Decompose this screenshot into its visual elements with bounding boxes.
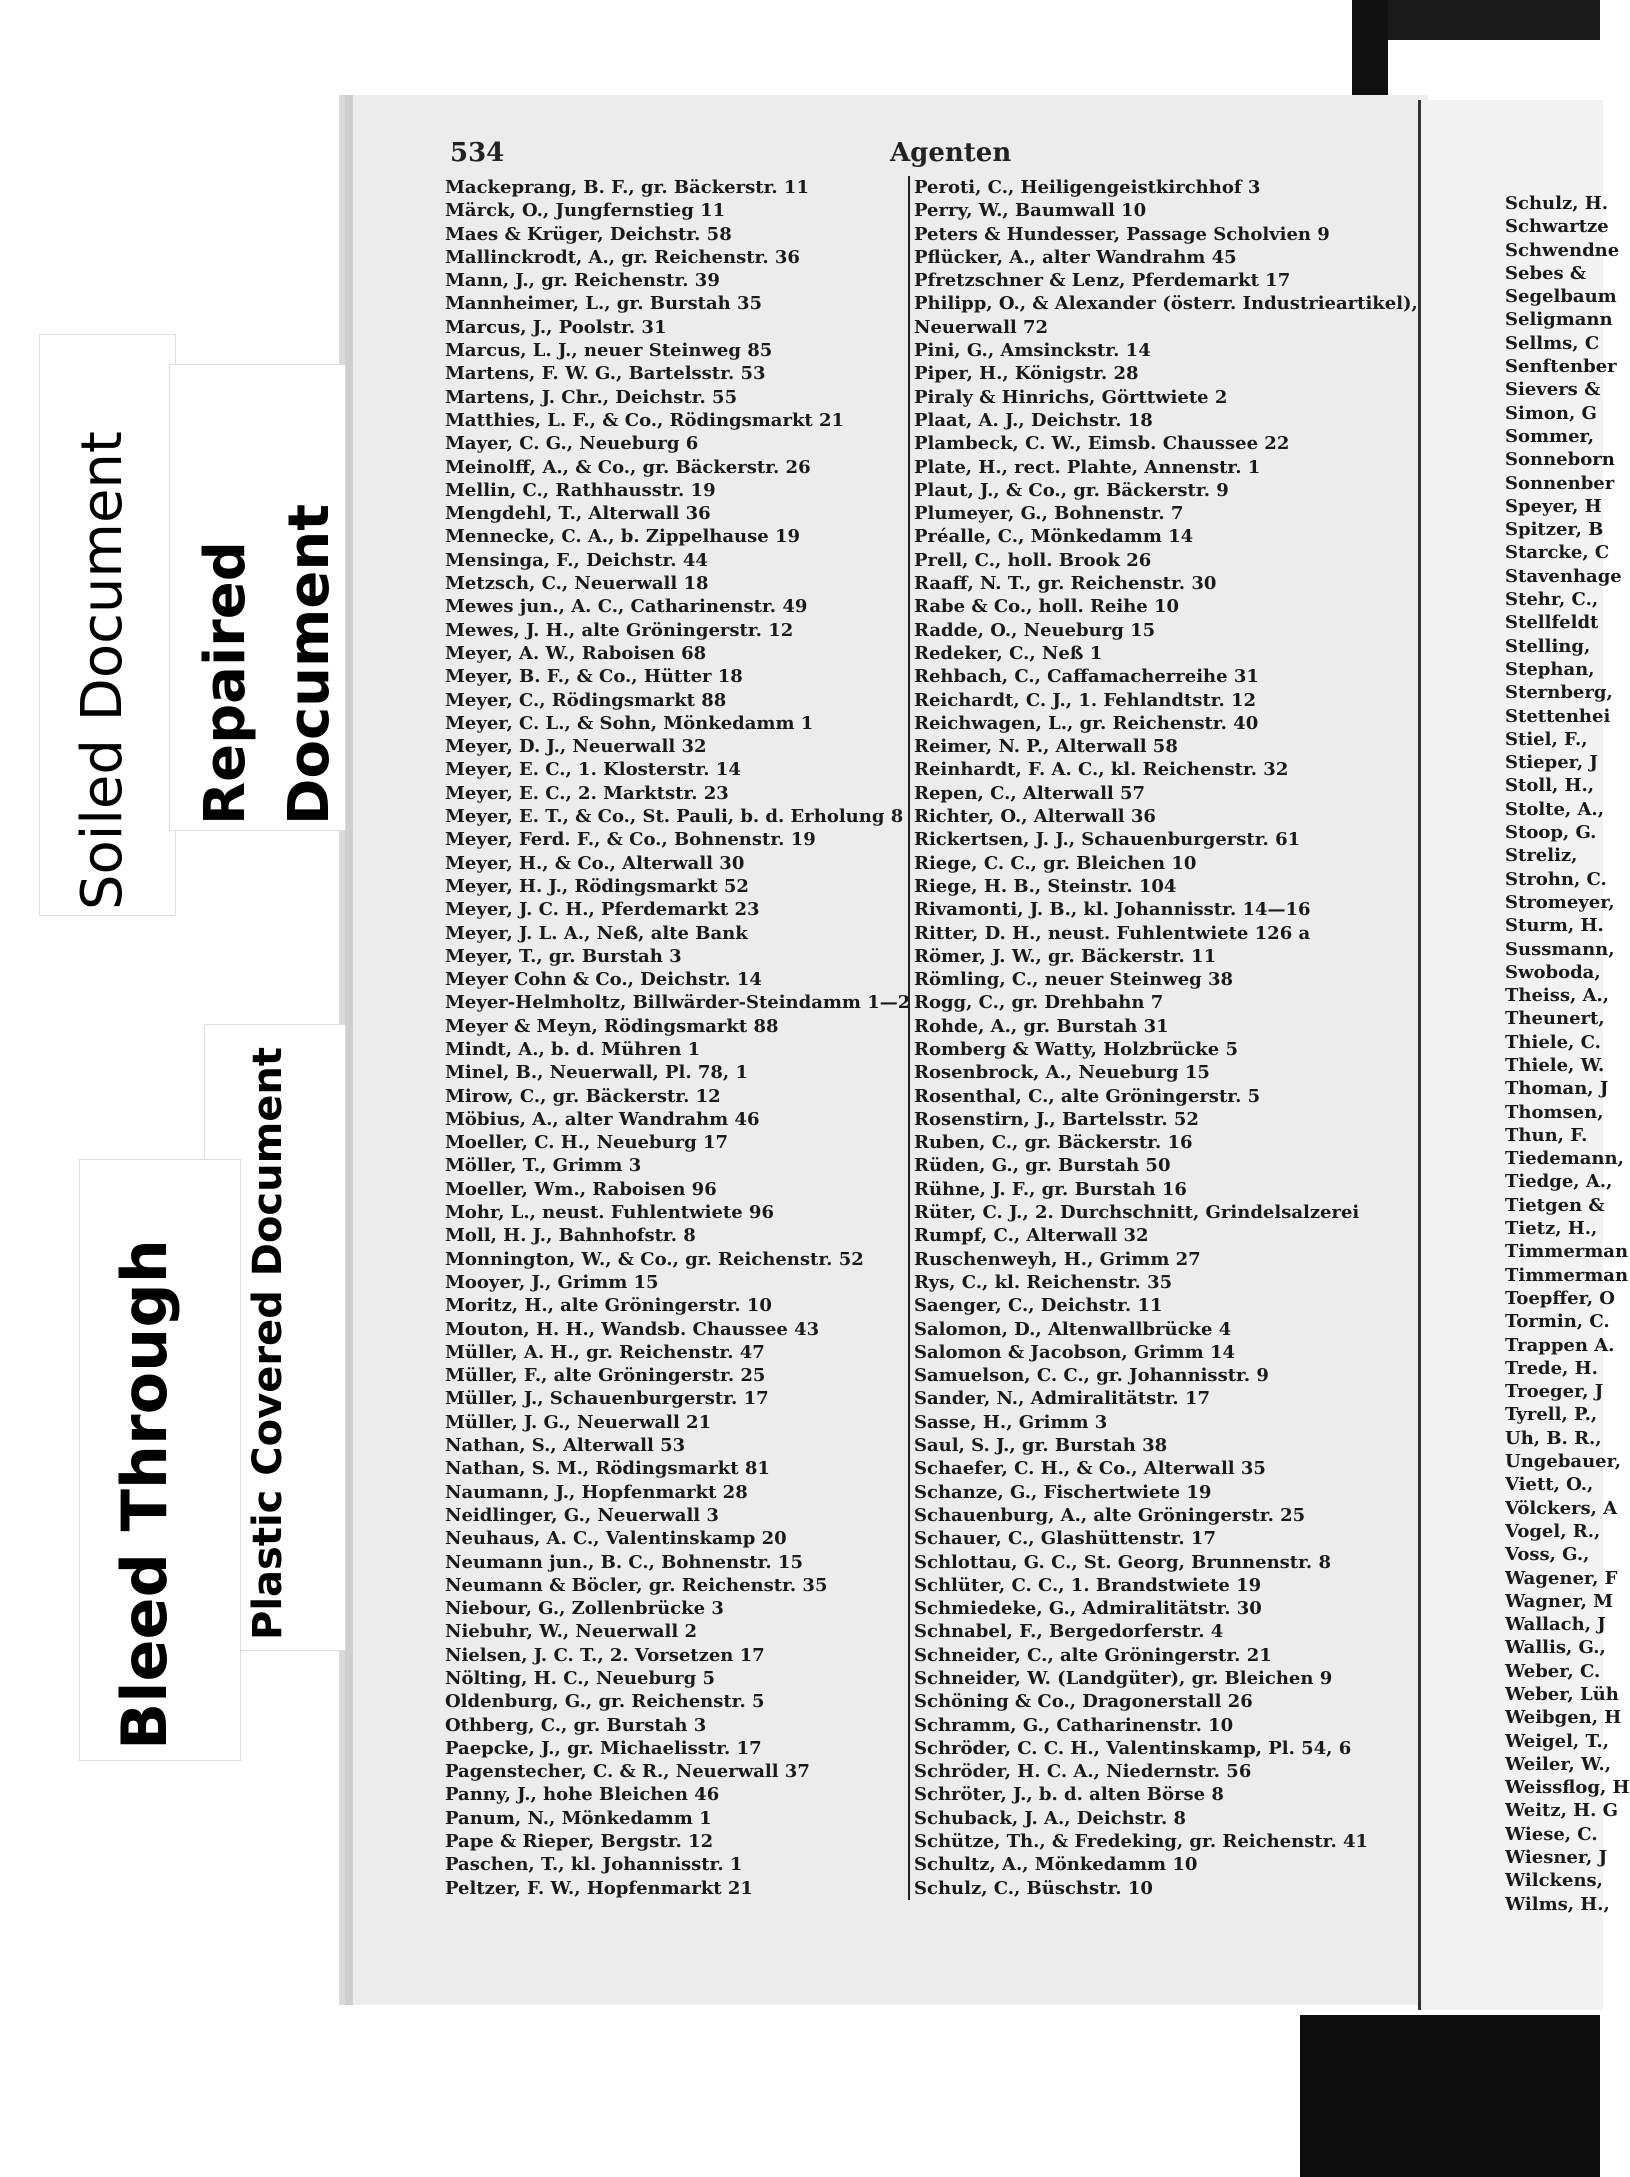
directory-entry: Neuhaus, A. C., Valentinskamp 20 [445, 1528, 787, 1550]
directory-entry: Wiesner, J [1505, 1847, 1608, 1869]
directory-entry: Spitzer, B [1505, 519, 1604, 541]
directory-entry: Pflücker, A., alter Wandrahm 45 [914, 246, 1237, 268]
bleed-through-text: Bleed Through [108, 1239, 181, 1750]
directory-entry: Rivamonti, J. B., kl. Johannisstr. 14—16 [914, 899, 1311, 921]
directory-entry: Speyer, H [1505, 495, 1602, 517]
directory-entry: Römer, J. W., gr. Bäckerstr. 11 [914, 945, 1217, 967]
directory-entry: Rühne, J. F., gr. Burstah 16 [914, 1178, 1187, 1200]
directory-entry: Mooyer, J., Grimm 15 [445, 1271, 659, 1293]
directory-entry: Matthies, L. F., & Co., Rödingsmarkt 21 [445, 409, 845, 431]
directory-entry: Tiedemann, [1505, 1148, 1624, 1170]
directory-entry: Plambeck, C. W., Eimsb. Chaussee 22 [914, 433, 1290, 455]
directory-entry: Mellin, C., Rathhausstr. 19 [445, 479, 716, 501]
directory-entry: Stellfeldt [1505, 612, 1599, 634]
directory-entry: Reimer, N. P., Alterwall 58 [914, 736, 1178, 758]
directory-entry: Mewes jun., A. C., Catharinenstr. 49 [445, 596, 808, 618]
directory-entry: Rüter, C. J., 2. Durchschnitt, Grindelsalzerei [914, 1202, 1360, 1224]
directory-entry: Neumann jun., B. C., Bohnenstr. 15 [445, 1551, 803, 1573]
directory-entry: Rosenstirn, J., Bartelsstr. 52 [914, 1108, 1199, 1130]
directory-entry: Schramm, G., Catharinenstr. 10 [914, 1714, 1234, 1736]
directory-entry: Mackeprang, B. F., gr. Bäckerstr. 11 [445, 177, 809, 198]
directory-entry: Timmerman [1505, 1264, 1629, 1286]
directory-entry: Niebuhr, W., Neuerwall 2 [445, 1621, 697, 1643]
repaired-document-text: Repaired Document [193, 504, 342, 825]
directory-entry: Simon, G [1505, 402, 1597, 424]
directory-entry: Theunert, [1505, 1008, 1605, 1030]
directory-entry: Meyer, Ferd. F., & Co., Bohnenstr. 19 [445, 829, 816, 851]
directory-entry: Meyer Cohn & Co., Deichstr. 14 [445, 969, 762, 991]
directory-entry: Rosenthal, C., alte Gröningerstr. 5 [914, 1085, 1261, 1107]
directory-entry: Oldenburg, G., gr. Reichenstr. 5 [445, 1691, 765, 1713]
directory-entry: Meyer, B. F., & Co., Hütter 18 [445, 666, 743, 688]
directory-entry: Schwartze [1505, 216, 1609, 238]
directory-entry: Mengdehl, T., Alterwall 36 [445, 503, 711, 525]
directory-entry: Samuelson, C. C., gr. Johannisstr. 9 [914, 1365, 1269, 1387]
directory-entry: Meyer, C. L., & Sohn, Mönkedamm 1 [445, 712, 814, 734]
directory-entry: Weitz, H. G [1505, 1800, 1619, 1822]
directory-entry: Mann, J., gr. Reichenstr. 39 [445, 270, 720, 292]
directory-entry: Mennecke, C. A., b. Zippelhause 19 [445, 526, 801, 548]
directory-entry: Schwendne [1505, 239, 1620, 261]
directory-entry: Ruben, C., gr. Bäckerstr. 16 [914, 1132, 1193, 1154]
directory-entry: Meyer, E. C., 1. Klosterstr. 14 [445, 759, 741, 781]
directory-entry: Stelling, [1505, 635, 1591, 657]
directory-entry: Sturm, H. [1505, 915, 1604, 937]
directory-entry: Riege, H. B., Steinstr. 104 [914, 875, 1177, 897]
directory-entry: Völckers, A [1505, 1497, 1618, 1519]
directory-entry: Viett, O., [1505, 1474, 1594, 1496]
directory-entry: Mewes, J. H., alte Gröningerstr. 12 [445, 619, 794, 641]
directory-entry: Schröter, J., b. d. alten Börse 8 [914, 1784, 1224, 1806]
soiled-document-label [40, 335, 175, 915]
directory-entry: Reinhardt, F. A. C., kl. Reichenstr. 32 [914, 759, 1289, 781]
directory-entry: Moritz, H., alte Gröningerstr. 10 [445, 1295, 772, 1317]
directory-entry: Schulz, C., Büschstr. 10 [914, 1877, 1153, 1899]
directory-entry: Weber, Lüh [1505, 1684, 1619, 1705]
directory-entry: Prell, C., holl. Brook 26 [914, 549, 1152, 571]
directory-entry: Streliz, [1505, 845, 1578, 867]
directory-entry: Schneider, W. (Landgüter), gr. Bleichen 9 [914, 1668, 1333, 1689]
directory-entry: Mouton, H. H., Wandsb. Chaussee 43 [445, 1318, 820, 1340]
directory-entry: Stephan, [1505, 658, 1595, 680]
directory-entry: Pfretzschner & Lenz, Pferdemarkt 17 [914, 270, 1291, 292]
directory-entry: Troeger, J [1505, 1381, 1604, 1403]
directory-entry: Rabe & Co., holl. Reihe 10 [914, 596, 1180, 618]
directory-entry: Stettenhei [1505, 705, 1611, 727]
directory-entry: Nielsen, J. C. T., 2. Vorsetzen 17 [445, 1644, 765, 1666]
directory-entry: Sievers & [1505, 379, 1601, 401]
directory-entry: Moll, H. J., Bahnhofstr. 8 [445, 1225, 696, 1247]
directory-entry: Sommer, [1505, 425, 1594, 447]
directory-entry: Maes & Krüger, Deichstr. 58 [445, 223, 732, 245]
directory-entry: Schütze, Th., & Fredeking, gr. Reichenstr. 41 [914, 1831, 1369, 1853]
directory-entry: Rehbach, C., Caffamacherreihe 31 [914, 666, 1259, 688]
directory-entry: Meyer, J. L. A., Neß, alte Bank [445, 922, 748, 944]
directory-entry: Rumpf, C., Alterwall 32 [914, 1225, 1149, 1247]
top-shadow [1388, 0, 1600, 40]
binding-shadow [1352, 0, 1388, 95]
directory-entry: Meyer-Helmholtz, Billwärder-Steindamm 1—2 [445, 992, 911, 1014]
directory-entry: Toepffer, O [1505, 1287, 1615, 1309]
directory-entry: Sternberg, [1505, 682, 1613, 704]
directory-entry: Romberg & Watty, Holzbrücke 5 [914, 1038, 1239, 1060]
directory-entry: Piper, H., Königstr. 28 [914, 363, 1139, 385]
directory-entry: Meyer, T., gr. Burstah 3 [445, 945, 682, 967]
directory-entry: Rogg, C., gr. Drehbahn 7 [914, 992, 1164, 1014]
directory-entry: Meyer, D. J., Neuerwall 32 [445, 736, 707, 758]
directory-entry: Uh, B. R., [1505, 1427, 1602, 1449]
directory-entry: Mannheimer, L., gr. Burstah 35 [445, 293, 763, 315]
directory-entry: Salomon, D., Altenwallbrücke 4 [914, 1318, 1232, 1340]
directory-entry: Mohr, L., neust. Fuhlentwiete 96 [445, 1202, 774, 1224]
directory-entry: Mallinckrodt, A., gr. Reichenstr. 36 [445, 246, 800, 268]
directory-entry: Wallach, J [1505, 1614, 1606, 1636]
directory-entry: Meyer, H. J., Rödingsmarkt 52 [445, 875, 749, 897]
directory-entry: Marcus, L. J., neuer Steinweg 85 [445, 340, 773, 362]
directory-entry: Sebes & [1505, 262, 1587, 284]
directory-entry: Redeker, C., Neß 1 [914, 642, 1103, 664]
directory-entry: Paschen, T., kl. Johannisstr. 1 [445, 1854, 743, 1876]
directory-entry: Märck, O., Jungfernstieg 11 [445, 200, 726, 222]
directory-entry: Strohn, C. [1505, 868, 1607, 890]
directory-entry: Panny, J., hohe Bleichen 46 [445, 1784, 720, 1806]
directory-entry: Moeller, Wm., Raboisen 96 [445, 1178, 717, 1200]
bottom-shadow [1300, 2015, 1600, 2177]
directory-entry: Timmerman [1505, 1241, 1629, 1263]
directory-entry: Neumann & Böcler, gr. Reichenstr. 35 [445, 1574, 828, 1596]
directory-entry: Paepcke, J., gr. Michaelisstr. 17 [445, 1737, 762, 1759]
directory-entry: Schnabel, F., Bergedorferstr. 4 [914, 1621, 1224, 1643]
directory-entry: Seligmann [1505, 309, 1613, 331]
directory-entry: Trappen A. [1505, 1334, 1615, 1356]
directory-entry: Naumann, J., Hopfenmarkt 28 [445, 1481, 748, 1503]
directory-entry: Tyrell, P., [1505, 1404, 1598, 1426]
directory-entry: Müller, F., alte Gröningerstr. 25 [445, 1365, 766, 1387]
directory-entry: Müller, J., Schauenburgerstr. 17 [445, 1388, 769, 1410]
directory-entry: Schlottau, G. C., St. Georg, Brunnenstr. 8 [914, 1551, 1331, 1573]
directory-entry: Peroti, C., Heiligengeistkirchhof 3 [914, 177, 1261, 198]
directory-entry: Rüden, G., gr. Burstah 50 [914, 1155, 1171, 1177]
directory-entry: Meyer, A. W., Raboisen 68 [445, 642, 707, 664]
directory-entry: Meyer, H., & Co., Alterwall 30 [445, 852, 745, 874]
directory-entry: Metzsch, C., Neuerwall 18 [445, 573, 709, 595]
directory-entry: Sonnenber [1505, 472, 1615, 494]
directory-entry: Schauenburg, A., alte Gröningerstr. 25 [914, 1504, 1306, 1526]
directory-entry: Tietgen & [1505, 1194, 1605, 1216]
repaired-document-label [170, 365, 345, 830]
directory-entry: Sonneborn [1505, 449, 1615, 471]
directory-entry: Rohde, A., gr. Burstah 31 [914, 1015, 1169, 1037]
directory-entry: Piraly & Hinrichs, Görttwiete 2 [914, 386, 1228, 408]
directory-entry: Wilms, H., [1505, 1893, 1610, 1915]
directory-entry: Niebour, G., Zollenbrücke 3 [445, 1598, 724, 1620]
directory-entry: Mensinga, F., Deichstr. 44 [445, 549, 708, 571]
directory-entry: Pagenstecher, C. & R., Neuerwall 37 [445, 1761, 810, 1783]
directory-entry: Nölting, H. C., Neueburg 5 [445, 1668, 715, 1689]
directory-entry: Radde, O., Neueburg 15 [914, 619, 1156, 641]
directory-entry: Mirow, C., gr. Bäckerstr. 12 [445, 1085, 721, 1107]
directory-entry: Mayer, C. G., Neueburg 6 [445, 433, 699, 455]
directory-entry: Voss, G., [1505, 1544, 1590, 1566]
directory-entry: Moeller, C. H., Neueburg 17 [445, 1132, 729, 1154]
plastic-covered-text: Plastic Covered Document [245, 1046, 291, 1640]
directory-entry: Sussmann, [1505, 938, 1615, 960]
directory-entry: Nathan, S., Alterwall 53 [445, 1435, 686, 1457]
directory-entry: Schlüter, C. C., 1. Brandstwiete 19 [914, 1574, 1262, 1596]
directory-entry: Othberg, C., gr. Burstah 3 [445, 1714, 707, 1736]
directory-entry: Préalle, C., Mönkedamm 14 [914, 526, 1194, 548]
directory-entry: Martens, J. Chr., Deichstr. 55 [445, 386, 738, 408]
directory-entry: Rosenbrock, A., Neueburg 15 [914, 1062, 1210, 1084]
directory-entry: Tormin, C. [1505, 1311, 1610, 1333]
page-number: 534 [450, 138, 505, 168]
directory-entry: Meyer, E. T., & Co., St. Pauli, b. d. Erholung 8 [445, 806, 904, 828]
directory-entry: Wagner, M [1505, 1590, 1614, 1612]
directory-entry: Möbius, A., alter Wandrahm 46 [445, 1108, 760, 1130]
directory-entry: Wagener, F [1505, 1567, 1618, 1589]
directory-entry: Sander, N., Admiralitätstr. 17 [914, 1388, 1211, 1410]
next-page-column [1505, 192, 1630, 1916]
directory-entry: Meinolff, A., & Co., gr. Bäckerstr. 26 [445, 456, 811, 478]
directory-entry: Schauer, C., Glashüttenstr. 17 [914, 1528, 1216, 1550]
directory-entry: Schöning & Co., Dragonerstall 26 [914, 1691, 1253, 1713]
directory-entry: Müller, A. H., gr. Reichenstr. 47 [445, 1341, 765, 1363]
directory-entry: Stromeyer, [1505, 891, 1615, 913]
directory-entry: Tiedge, A., [1505, 1171, 1613, 1193]
directory-entry: Wiese, C. [1505, 1823, 1598, 1845]
directory-entry: Stehr, C., [1505, 589, 1599, 611]
directory-entry: Repen, C., Alterwall 57 [914, 782, 1146, 804]
directory-entry: Meyer & Meyn, Rödingsmarkt 88 [445, 1015, 779, 1037]
directory-entry: Neuerwall 72 [914, 316, 1049, 338]
directory-entry: Segelbaum [1505, 286, 1617, 308]
directory-entry: Thoman, J [1505, 1078, 1609, 1100]
directory-entry: Marcus, J., Poolstr. 31 [445, 316, 667, 338]
directory-entry: Plumeyer, G., Bohnenstr. 7 [914, 503, 1184, 525]
directory-entry: Schröder, H. C. A., Niedernstr. 56 [914, 1761, 1252, 1783]
directory-entry: Thun, F. [1505, 1124, 1588, 1146]
directory-entry: Stoop, G. [1505, 822, 1597, 844]
directory-entry: Martens, F. W. G., Bartelsstr. 53 [445, 363, 766, 385]
directory-entry: Monnington, W., & Co., gr. Reichenstr. 52 [445, 1248, 864, 1270]
directory-entry: Schanze, G., Fischertwiete 19 [914, 1481, 1212, 1503]
left-column [445, 176, 911, 1900]
directory-entry: Vogel, R., [1505, 1520, 1601, 1542]
directory-entry: Schulz, H. [1505, 193, 1608, 214]
directory-entry: Ungebauer, [1505, 1451, 1622, 1473]
directory-entry: Riege, C. C., gr. Bleichen 10 [914, 852, 1197, 874]
directory-entry: Thomsen, [1505, 1101, 1604, 1123]
directory-entry: Salomon & Jacobson, Grimm 14 [914, 1341, 1236, 1363]
directory-entry: Stoll, H., [1505, 775, 1595, 797]
directory-entry: Panum, N., Mönkedamm 1 [445, 1807, 712, 1829]
directory-entry: Saenger, C., Deichstr. 11 [914, 1295, 1163, 1317]
directory-entry: Swoboda, [1505, 961, 1601, 983]
directory-entry: Theiss, A., [1505, 985, 1610, 1007]
directory-entry: Mindt, A., b. d. Mühren 1 [445, 1038, 701, 1060]
directory-entry: Ritter, D. H., neust. Fuhlentwiete 126 a [914, 922, 1311, 944]
directory-entry: Ruschenweyh, H., Grimm 27 [914, 1248, 1201, 1270]
directory-entry: Richter, O., Alterwall 36 [914, 806, 1156, 828]
directory-entry: Thiele, W. [1505, 1054, 1605, 1076]
directory-entry: Senftenber [1505, 356, 1617, 378]
directory-entry: Weiler, W., [1505, 1753, 1611, 1775]
directory-entry: Schröder, C. C. H., Valentinskamp, Pl. 54, 6 [914, 1737, 1352, 1759]
directory-entry: Rickertsen, J. J., Schauenburgerstr. 61 [914, 829, 1301, 851]
directory-entry: Tietz, H., [1505, 1218, 1598, 1240]
directory-entry: Schuback, J. A., Deichstr. 8 [914, 1807, 1187, 1829]
directory-entry: Stolte, A., [1505, 798, 1604, 820]
directory-entry: Perry, W., Baumwall 10 [914, 200, 1147, 222]
directory-entry: Römling, C., neuer Steinweg 38 [914, 969, 1234, 991]
directory-entry: Schaefer, C. H., & Co., Alterwall 35 [914, 1458, 1266, 1480]
directory-entry: Sasse, H., Grimm 3 [914, 1411, 1108, 1433]
bleed-through-label [80, 1160, 240, 1760]
directory-entry: Minel, B., Neuerwall, Pl. 78, 1 [445, 1062, 748, 1084]
directory-entry: Pape & Rieper, Bergstr. 12 [445, 1831, 714, 1853]
directory-entry: Stavenhage [1505, 565, 1622, 587]
directory-entry: Reichwagen, L., gr. Reichenstr. 40 [914, 712, 1259, 734]
directory-entry: Plate, H., rect. Plahte, Annenstr. 1 [914, 456, 1261, 478]
running-head: Agenten [890, 138, 1012, 168]
directory-entry: Nathan, S. M., Rödingsmarkt 81 [445, 1458, 770, 1480]
directory-entry: Saul, S. J., gr. Burstah 38 [914, 1435, 1168, 1457]
directory-entry: Philipp, O., & Alexander (österr. Industrieartikel), [914, 293, 1418, 315]
directory-entry: Wilckens, [1505, 1870, 1603, 1892]
directory-entry: Plaut, J., & Co., gr. Bäckerstr. 9 [914, 479, 1229, 501]
directory-entry: Thiele, C. [1505, 1031, 1601, 1053]
directory-entry: Weber, C. [1505, 1660, 1601, 1682]
directory-entry: Schmiedeke, G., Admiralitätstr. 30 [914, 1598, 1262, 1620]
directory-entry: Pini, G., Amsinckstr. 14 [914, 340, 1151, 362]
directory-entry: Peltzer, F. W., Hopfenmarkt 21 [445, 1877, 753, 1899]
directory-entry: Meyer, E. C., 2. Marktstr. 23 [445, 782, 729, 804]
directory-entry: Müller, J. G., Neuerwall 21 [445, 1411, 712, 1433]
right-column [908, 176, 1418, 1900]
directory-entry: Schneider, C., alte Gröningerstr. 21 [914, 1644, 1272, 1666]
directory-entry: Stiel, F., [1505, 728, 1588, 750]
directory-entry: Schultz, A., Mönkedamm 10 [914, 1854, 1198, 1876]
page-header [450, 138, 1385, 178]
directory-entry: Meyer, C., Rödingsmarkt 88 [445, 689, 727, 711]
directory-entry: Starcke, C [1505, 542, 1610, 564]
directory-entry: Raaff, N. T., gr. Reichenstr. 30 [914, 573, 1217, 595]
directory-entry: Trede, H. [1505, 1357, 1598, 1379]
directory-entry: Weissflog, H [1505, 1777, 1630, 1799]
directory-entry: Peters & Hundesser, Passage Scholvien 9 [914, 223, 1330, 245]
directory-entry: Reichardt, C. J., 1. Fehlandtstr. 12 [914, 689, 1257, 711]
directory-entry: Stieper, J [1505, 752, 1598, 774]
directory-entry: Rys, C., kl. Reichenstr. 35 [914, 1271, 1173, 1293]
directory-entry: Meyer, J. C. H., Pferdemarkt 23 [445, 899, 760, 921]
soiled-document-text: Soiled Document [70, 431, 135, 910]
directory-entry: Wallis, G., [1505, 1637, 1606, 1659]
directory-entry: Möller, T., Grimm 3 [445, 1155, 642, 1177]
directory-entry: Plaat, A. J., Deichstr. 18 [914, 409, 1153, 431]
directory-entry: Sellms, C [1505, 332, 1600, 354]
directory-entry: Weigel, T., [1505, 1730, 1610, 1752]
directory-entry: Weibgen, H [1505, 1707, 1622, 1729]
directory-entry: Neidlinger, G., Neuerwall 3 [445, 1504, 719, 1526]
